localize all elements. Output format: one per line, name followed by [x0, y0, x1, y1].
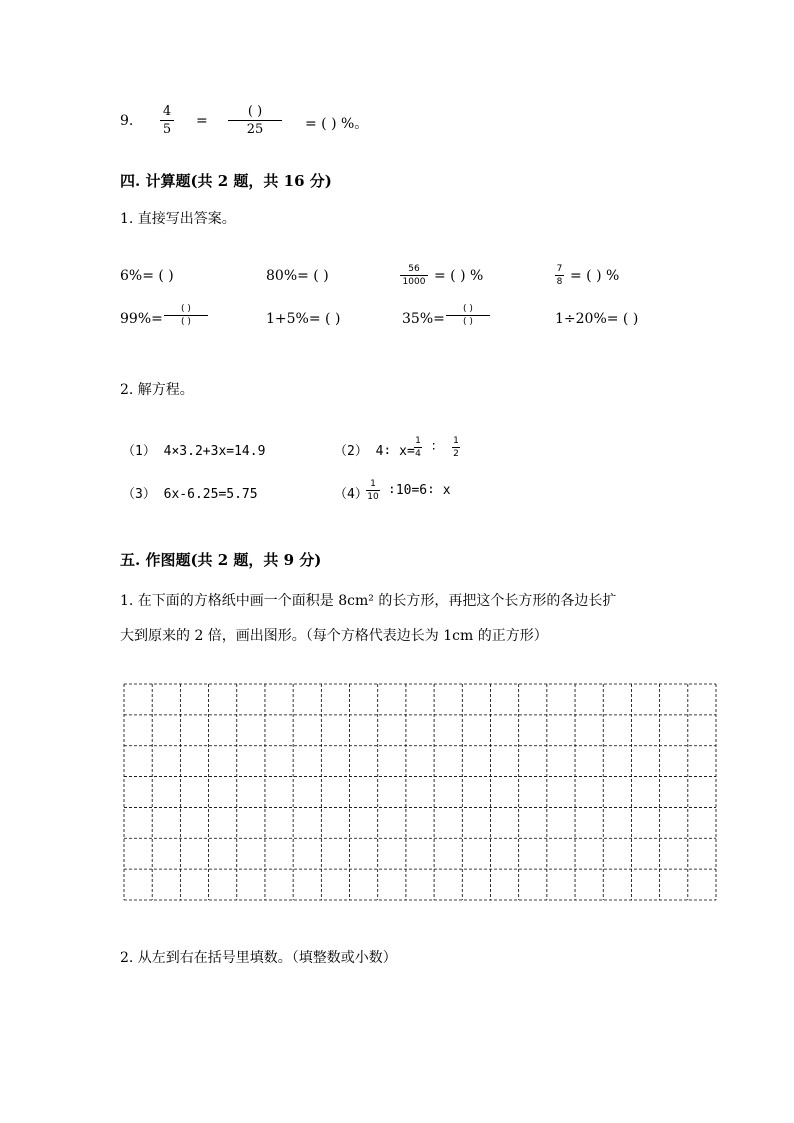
question-text-line-2: 大到原来的 2 倍，画出图形。（每个方格代表边长为 1cm 的正方形）	[120, 628, 548, 644]
fraction-blank-over-25	[228, 104, 282, 137]
equation-4-left: （4）	[334, 487, 368, 502]
fraction-1-2	[452, 436, 460, 459]
fraction-denominator: 8	[556, 277, 563, 287]
fraction-numerator: 1	[453, 436, 459, 446]
equation-2-left: （2） 4∶ x=	[334, 444, 415, 459]
fraction-denominator: 2	[453, 449, 459, 459]
section-title-calculation: 四. 计算题(共 2 题，共 16 分)	[120, 172, 332, 190]
calc-item: 99%=	[120, 311, 163, 327]
fraction-1-4	[414, 436, 422, 459]
equals-sign: =	[196, 113, 208, 129]
fraction-numerator: ( )	[247, 104, 263, 119]
question-title-fill-numbers: 2. 从左到右在括号里填数。（填整数或小数）	[120, 950, 397, 966]
fraction-1-10	[366, 479, 380, 502]
fraction-denominator: 4	[415, 449, 421, 459]
calc-item: 1+5%= ( )	[266, 311, 341, 327]
fraction-denominator: 1000	[402, 277, 426, 287]
fraction-denominator: ( )	[463, 317, 473, 327]
calc-item: 80%= ( )	[266, 268, 329, 284]
equation-4-tail: ∶10=6∶ x	[388, 483, 451, 498]
calc-item: 35%=	[402, 311, 445, 327]
fraction-denominator: ( )	[181, 317, 191, 327]
fraction-7-8	[555, 264, 564, 287]
question-text-line-1: 1. 在下面的方格纸中画一个面积是 8cm² 的长方形，再把这个长方形的各边长扩	[120, 593, 617, 609]
percent-blank: = ( ) %。	[305, 116, 369, 132]
calc-item: = ( ) %	[434, 268, 484, 284]
fraction-four-fifths	[160, 104, 174, 137]
fraction-numerator: ( )	[181, 304, 191, 314]
calc-item: 6%= ( )	[120, 268, 174, 284]
fraction-numerator: 1	[415, 436, 421, 446]
fraction-numerator: 56	[408, 264, 420, 274]
fraction-numerator: ( )	[463, 304, 473, 314]
calc-item: 1÷20%= ( )	[555, 311, 639, 327]
equation-3: （3） 6x-6.25=5.75	[122, 487, 258, 502]
fraction-56-1000	[400, 264, 428, 287]
ratio-colon: ∶	[432, 440, 436, 455]
question-title-solve-equation: 2. 解方程。	[120, 382, 194, 398]
question-title-direct-answer: 1. 直接写出答案。	[120, 211, 236, 227]
fraction-denominator: 25	[246, 122, 264, 137]
section-title-drawing: 五. 作图题(共 2 题，共 9 分)	[120, 551, 322, 569]
equation-1: （1） 4×3.2+3x=14.9	[122, 444, 266, 459]
fraction-numerator: 1	[370, 479, 376, 489]
dashed-square-grid[interactable]	[122, 682, 718, 902]
fraction-denominator: 10	[367, 492, 379, 502]
fraction-numerator: 7	[556, 264, 563, 274]
fraction-denominator: 5	[162, 122, 172, 137]
fraction-blank-blank	[446, 304, 490, 327]
calc-item: = ( ) %	[570, 268, 620, 284]
fraction-blank-blank	[164, 304, 208, 327]
fraction-numerator: 4	[162, 104, 172, 119]
question-number: 9.	[120, 113, 134, 129]
